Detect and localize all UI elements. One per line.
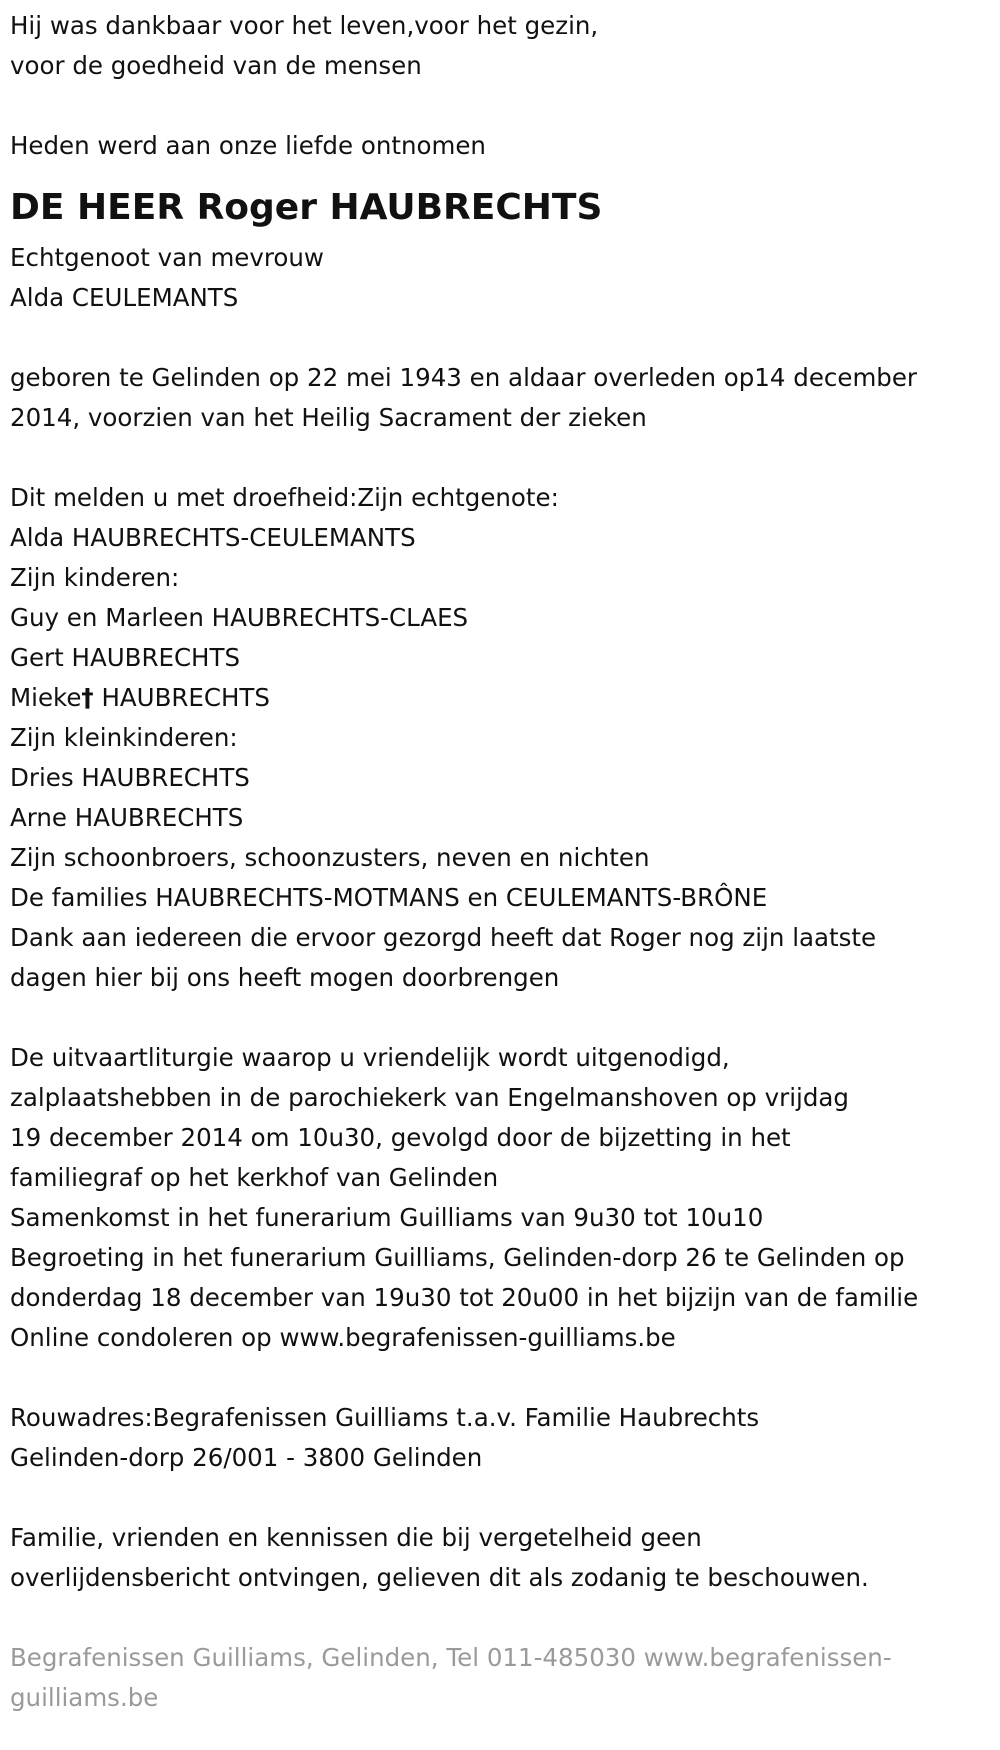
address-section bbox=[10, 1398, 990, 1478]
birth-death-line-1: geboren te Gelinden op 22 mei 1943 en aldaar overleden op14 december bbox=[10, 363, 918, 392]
grandchild-1: Dries HAUBRECHTS bbox=[10, 763, 250, 792]
family-announce: Dit melden u met droefheid:Zijn echtgenote: bbox=[10, 483, 559, 512]
funeral-section bbox=[10, 1038, 990, 1358]
deceased-name: DE HEER Roger HAUBRECHTS bbox=[10, 187, 603, 228]
family-section bbox=[10, 478, 990, 998]
funeral-line-5: Samenkomst in het funerarium Guilliams van 9u30 tot 10u10 bbox=[10, 1203, 764, 1232]
funeral-line-6: Begroeting in het funerarium Guilliams, Gelinden-dorp 26 te Gelinden op bbox=[10, 1243, 905, 1272]
spacer bbox=[10, 1478, 990, 1518]
notice-section bbox=[10, 1518, 990, 1598]
address-line-2: Gelinden-dorp 26/001 - 3800 Gelinden bbox=[10, 1443, 483, 1472]
intro-line-3: Heden werd aan onze liefde ontnomen bbox=[10, 131, 486, 160]
thanks-line-1: Dank aan iedereen die ervoor gezorgd heeft dat Roger nog zijn laatste bbox=[10, 923, 877, 952]
spacer bbox=[10, 1358, 990, 1398]
funeral-line-4: familiegraf op het kerkhof van Gelinden bbox=[10, 1163, 499, 1192]
spacer bbox=[10, 86, 990, 126]
address-line-1: Rouwadres:Begrafenissen Guilliams t.a.v. Familie Haubrechts bbox=[10, 1403, 760, 1432]
spouse-line-1: Echtgenoot van mevrouw bbox=[10, 243, 324, 272]
obituary-document bbox=[10, 6, 990, 1718]
families-line: De families HAUBRECHTS-MOTMANS en CEULEMANTS-BRÔNE bbox=[10, 883, 768, 912]
funeral-line-2: zalplaatshebben in de parochiekerk van Engelmanshoven op vrijdag bbox=[10, 1083, 849, 1112]
spouse-line-2: Alda CEULEMANTS bbox=[10, 283, 239, 312]
footer bbox=[10, 1638, 990, 1718]
in-laws-line: Zijn schoonbroers, schoonzusters, neven en nichten bbox=[10, 843, 650, 872]
spacer bbox=[10, 318, 990, 358]
cross-icon: † bbox=[81, 683, 94, 712]
funeral-line-8: Online condoleren op www.begrafenissen-guilliams.be bbox=[10, 1323, 676, 1352]
birth-death-section bbox=[10, 358, 990, 438]
intro-section bbox=[10, 6, 990, 166]
thanks-line-2: dagen hier bij ons heeft mogen doorbrengen bbox=[10, 963, 560, 992]
intro-line-1: Hij was dankbaar voor het leven,voor het gezin, bbox=[10, 11, 599, 40]
birth-death-line-2: 2014, voorzien van het Heilig Sacrament der zieken bbox=[10, 403, 647, 432]
intro-line-2: voor de goedheid van de mensen bbox=[10, 51, 422, 80]
footer-line-1: Begrafenissen Guilliams, Gelinden, Tel 011-485030 www.begrafenissen- bbox=[10, 1643, 892, 1672]
deceased-section bbox=[10, 188, 990, 318]
child-1: Guy en Marleen HAUBRECHTS-CLAES bbox=[10, 603, 469, 632]
grandchild-2: Arne HAUBRECHTS bbox=[10, 803, 244, 832]
funeral-line-7: donderdag 18 december van 19u30 tot 20u00 in het bijzijn van de familie bbox=[10, 1283, 919, 1312]
child-2: Gert HAUBRECHTS bbox=[10, 643, 240, 672]
spacer bbox=[10, 438, 990, 478]
grandchildren-label: Zijn kleinkinderen: bbox=[10, 723, 238, 752]
child-3-first-name: Mieke bbox=[10, 683, 82, 712]
spacer bbox=[10, 1598, 990, 1638]
notice-line-1: Familie, vrienden en kennissen die bij vergetelheid geen bbox=[10, 1523, 702, 1552]
child-3 bbox=[10, 678, 990, 718]
spacer bbox=[10, 998, 990, 1038]
notice-line-2: overlijdensbericht ontvingen, gelieven dit als zodanig te beschouwen. bbox=[10, 1563, 869, 1592]
funeral-line-1: De uitvaartliturgie waarop u vriendelijk wordt uitgenodigd, bbox=[10, 1043, 730, 1072]
funeral-line-3: 19 december 2014 om 10u30, gevolgd door de bijzetting in het bbox=[10, 1123, 791, 1152]
children-label: Zijn kinderen: bbox=[10, 563, 180, 592]
family-spouse: Alda HAUBRECHTS-CEULEMANTS bbox=[10, 523, 416, 552]
child-3-last-name: HAUBRECHTS bbox=[93, 683, 270, 712]
footer-line-2: guilliams.be bbox=[10, 1683, 159, 1712]
